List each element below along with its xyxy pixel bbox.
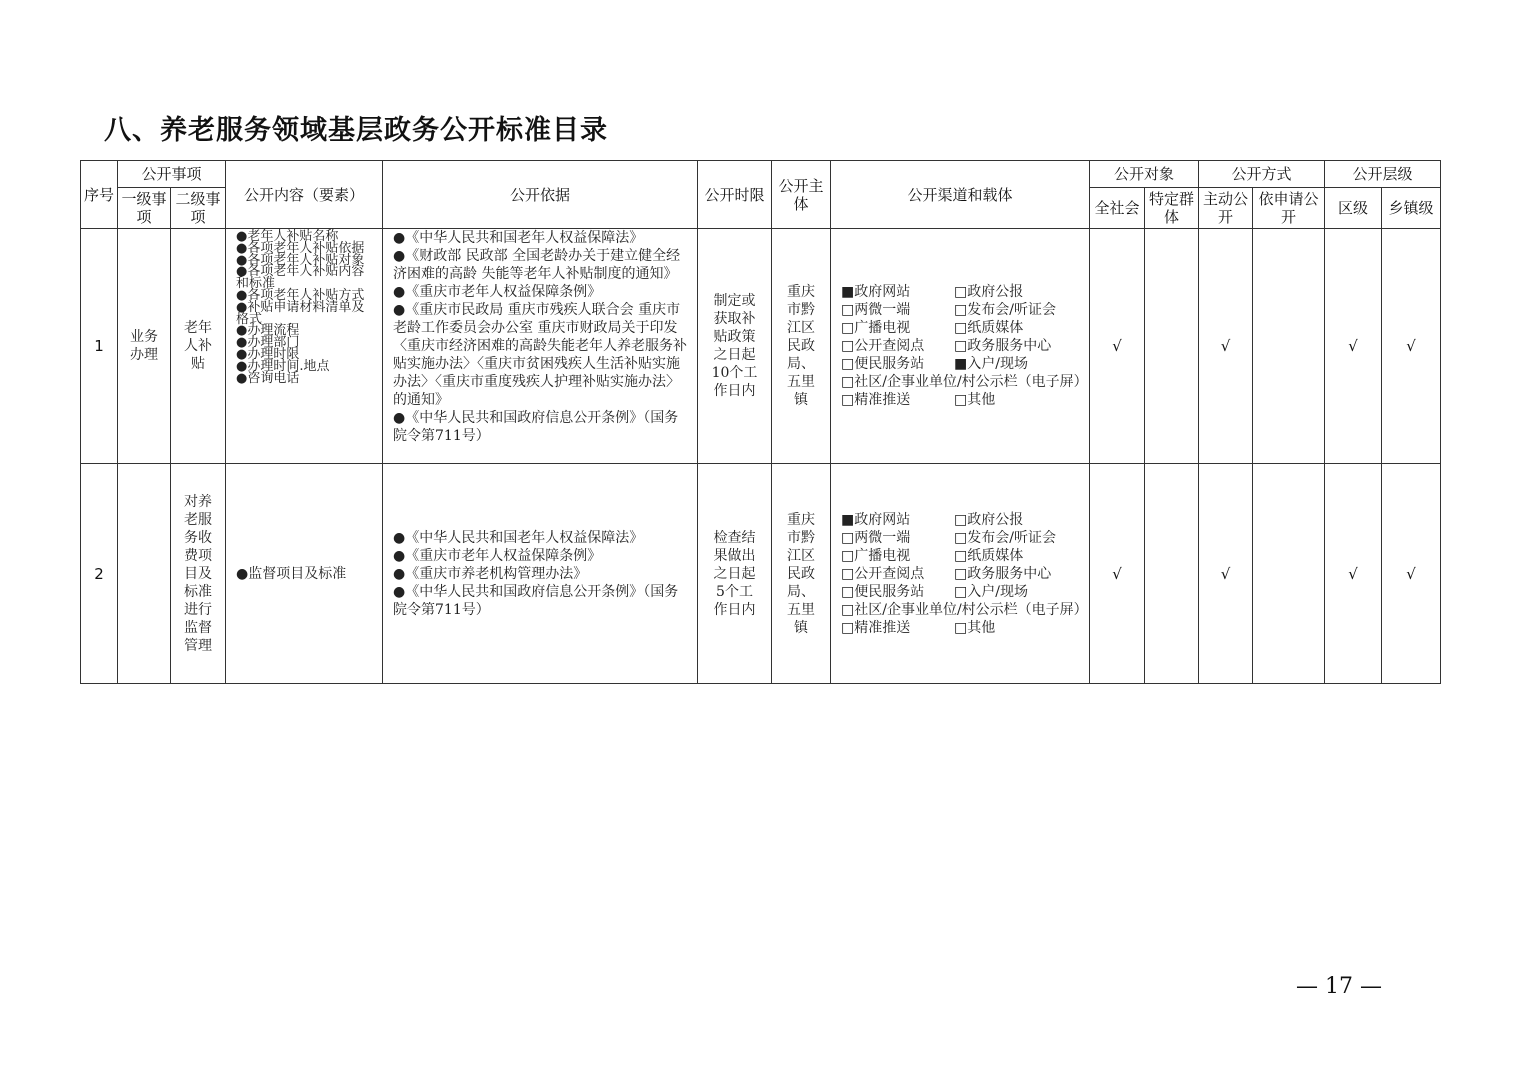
row-target-specific [1145, 229, 1199, 464]
content-item: ●各项老年人补贴对象 [236, 252, 365, 268]
channel-option: □公开查阅点 [841, 565, 925, 582]
row-basis [383, 464, 698, 684]
row-level-district: √ [1325, 464, 1382, 684]
row-basis [383, 229, 698, 464]
row-level1: 业务办理 [130, 329, 158, 363]
header-target-specific: 特定群体 [1145, 188, 1199, 229]
channel-option: □政府公报 [954, 284, 1024, 300]
header-channel: 公开渠道和载体 [831, 161, 1090, 229]
table-row [81, 229, 1441, 464]
basis-item: ●《中华人民共和国政府信息公开条例》（国务院令第711号） [393, 583, 679, 618]
basis-item: ●《中华人民共和国老年人权益保障法》 [393, 529, 644, 546]
page-number: — 17 — [1296, 974, 1382, 999]
header-target-group: 公开对象 [1090, 161, 1199, 188]
content-item: ●各项老年人补贴依据 [236, 240, 365, 256]
row-level2: 对养老服务收费项目及标准进行监督管理 [184, 493, 212, 654]
header-method-request: 依申请公开 [1253, 188, 1325, 229]
content-item: ●办理流程 [236, 323, 300, 339]
channel-option: □广播电视 [841, 547, 911, 564]
channel-option: □纸质媒体 [954, 320, 1024, 336]
channel-option: □便民服务站 [841, 356, 925, 372]
channel-option: ■政府网站 [841, 511, 911, 528]
channel-option: □社区/企事业单位/村公示栏（电子屏） [841, 601, 1088, 618]
row-content [226, 464, 383, 684]
channel-option: □公开查阅点 [841, 338, 925, 354]
row-content [226, 229, 383, 464]
row-seq: 1 [81, 229, 118, 464]
row-method-active: √ [1199, 229, 1253, 464]
header-subject: 公开主体 [772, 161, 831, 229]
content-item: ●办理部门 [236, 335, 300, 351]
content-item: ●各项老年人补贴方式 [236, 287, 365, 303]
header-basis: 公开依据 [383, 161, 698, 229]
row-level-town: √ [1382, 229, 1441, 464]
row-target-all: √ [1090, 229, 1145, 464]
row-target-all: √ [1090, 464, 1145, 684]
content-item: ●各项老年人补贴内容和标准 [236, 264, 365, 292]
channel-option: □纸质媒体 [954, 547, 1024, 564]
header-level-group: 公开层级 [1325, 161, 1441, 188]
row-time-limit: 检查结果做出之日起5个工作日内 [713, 529, 756, 618]
table-row [81, 464, 1441, 684]
channel-option: □政务服务中心 [954, 565, 1052, 582]
header-time-limit: 公开时限 [698, 161, 772, 229]
row-target-specific [1145, 464, 1199, 684]
channel-option: □广播电视 [841, 320, 911, 336]
content-item: ●办理时间.地点 [236, 358, 330, 374]
channel-option: □社区/企事业单位/村公示栏（电子屏） [841, 374, 1088, 390]
channel-option: □入户/现场 [954, 583, 1028, 600]
header-level-town: 乡镇级 [1382, 188, 1441, 229]
header-content: 公开内容（要素） [226, 161, 383, 229]
channel-option: □发布会/听证会 [954, 302, 1056, 318]
header-method-active: 主动公开 [1199, 188, 1253, 229]
row-method-request [1253, 464, 1325, 684]
channel-option: ■入户/现场 [954, 356, 1028, 372]
content-item: ●咨询电话 [236, 370, 300, 386]
row-seq: 2 [81, 464, 118, 684]
channel-option: □两微一端 [841, 302, 911, 318]
row-level-district: √ [1325, 229, 1382, 464]
page-title: 八、养老服务领域基层政务公开标准目录 [104, 115, 608, 146]
header-method-group: 公开方式 [1199, 161, 1325, 188]
channel-option: □其他 [954, 392, 996, 408]
basis-item: ●《重庆市老年人权益保障条例》 [393, 284, 602, 300]
header-level1: 一级事项 [118, 188, 171, 229]
channel-option: □精准推送 [841, 619, 911, 636]
header-level-district: 区级 [1325, 188, 1382, 229]
basis-item: ●《重庆市民政局 重庆市残疾人联合会 重庆市老龄工作委员会办公室 重庆市财政局关于印发〈重庆市经济困难的高龄失能老年人养老服务补贴实施办法〉〈重庆市贫困残疾人生活补贴实施办法〉〈重庆市重度残疾人护理补贴实施办法〉的通知》 [393, 302, 688, 408]
content-item: ●补贴申请材料清单及格式 [236, 299, 365, 327]
row-subject: 重庆市黔江区民政局、五里镇 [787, 511, 816, 636]
disclosure-catalog-table [80, 160, 1441, 684]
row-level2: 老年人补贴 [184, 320, 212, 372]
basis-item: ●《重庆市养老机构管理办法》 [393, 565, 588, 582]
channel-option: □政府公报 [954, 511, 1024, 528]
header-seq: 序号 [81, 161, 118, 229]
channel-option: □政务服务中心 [954, 338, 1052, 354]
header-target-all: 全社会 [1090, 188, 1145, 229]
channel-option: □两微一端 [841, 529, 911, 546]
row-subject: 重庆市黔江区民政局、五里镇 [787, 284, 816, 408]
row-channels [831, 464, 1090, 684]
basis-item: ●《中华人民共和国老年人权益保障法》 [393, 230, 644, 246]
channel-option: □发布会/听证会 [954, 529, 1056, 546]
basis-item: ●《财政部 民政部 全国老龄办关于建立健全经济困难的高龄 失能等老年人补贴制度的通知》 [393, 248, 681, 282]
content-item: ●办理时限 [236, 346, 300, 362]
row-channels [831, 229, 1090, 464]
row-level-town: √ [1382, 464, 1441, 684]
row-method-request [1253, 229, 1325, 464]
basis-item: ●《重庆市老年人权益保障条例》 [393, 547, 602, 564]
header-item-group: 公开事项 [118, 161, 226, 188]
row-time-limit: 制定或获取补贴政策之日起10个工作日内 [711, 293, 758, 399]
channel-option: □便民服务站 [841, 583, 925, 600]
channel-option: □其他 [954, 619, 996, 636]
header-level2: 二级事项 [171, 188, 226, 229]
basis-item: ●《中华人民共和国政府信息公开条例》（国务院令第711号） [393, 410, 679, 444]
channel-option: ■政府网站 [841, 284, 911, 300]
content-item: ●老年人补贴名称 [236, 229, 339, 244]
channel-option: □精准推送 [841, 392, 911, 408]
content-item: ●监督项目及标准 [236, 565, 347, 582]
row-method-active: √ [1199, 464, 1253, 684]
